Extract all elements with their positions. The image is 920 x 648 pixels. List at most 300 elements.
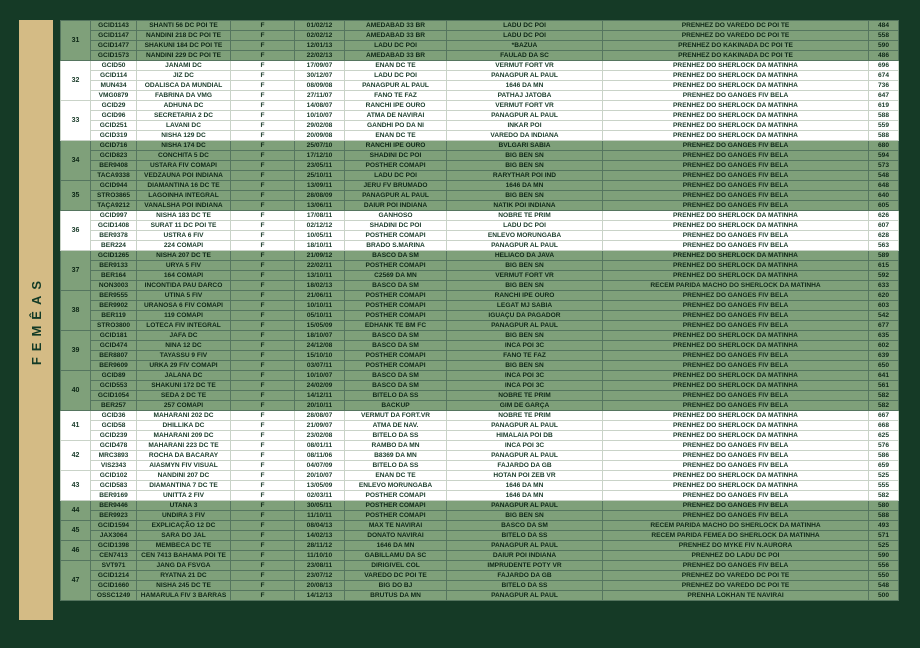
group-36: [61, 211, 899, 251]
status-cell: PRENHEZ DO GANGES FIV BELA: [603, 161, 869, 171]
birth-date-cell: 03/07/11: [295, 361, 345, 371]
group-44: [61, 501, 899, 521]
group-46: [61, 541, 899, 561]
animal-name-cell: MAHARANI 209 DC: [137, 431, 231, 441]
animal-id-cell: BER9446: [91, 501, 137, 511]
table-row: [61, 321, 899, 331]
birth-date-cell: 24/02/09: [295, 381, 345, 391]
animal-id-cell: GCID1573: [91, 51, 137, 61]
sire-cell: POSTHER COMAPI: [345, 501, 447, 511]
animal-name-cell: AIASMYN FIV VISUAL: [137, 461, 231, 471]
animal-id-cell: STRO3865: [91, 191, 137, 201]
animal-id-cell: TAÇA9212: [91, 201, 137, 211]
table-row: [61, 131, 899, 141]
status-cell: PRENHEZ DO GANGES FIV BELA: [603, 501, 869, 511]
weight-cell: 588: [869, 511, 899, 521]
weight-cell: 555: [869, 481, 899, 491]
sex-cell: F: [231, 481, 295, 491]
animal-id-cell: GCID823: [91, 151, 137, 161]
dam-sire-cell: BITELO DA SS: [447, 581, 603, 591]
animal-id-cell: MRC3893: [91, 451, 137, 461]
sex-cell: F: [231, 571, 295, 581]
weight-cell: 680: [869, 141, 899, 151]
status-cell: PRENHEZ DO VAREDO DC POI TE: [603, 31, 869, 41]
sire-cell: EDHANK TE BM FC: [345, 321, 447, 331]
animal-id-cell: GCID50: [91, 61, 137, 71]
table-row: [61, 221, 899, 231]
birth-date-cell: 14/08/07: [295, 101, 345, 111]
birth-date-cell: 24/12/08: [295, 341, 345, 351]
status-cell: PRENHEZ DO SHERLOCK DA MATINHA: [603, 111, 869, 121]
dam-sire-cell: INKAR POI: [447, 121, 603, 131]
birth-date-cell: 21/09/12: [295, 251, 345, 261]
sex-cell: F: [231, 371, 295, 381]
birth-date-cell: 14/12/13: [295, 591, 345, 601]
group-45: [61, 521, 899, 541]
sire-cell: POSTHER COMAPI: [345, 351, 447, 361]
animal-id-cell: MUN434: [91, 81, 137, 91]
status-cell: PRENHEZ DO SHERLOCK DA MATINHA: [603, 71, 869, 81]
birth-date-cell: 23/08/11: [295, 561, 345, 571]
animal-id-cell: BER257: [91, 401, 137, 411]
table-row: [61, 71, 899, 81]
sex-cell: F: [231, 521, 295, 531]
table-row: [61, 451, 899, 461]
weight-cell: 667: [869, 411, 899, 421]
sire-cell: POSTHER COMAPI: [345, 311, 447, 321]
animal-id-cell: VMG0879: [91, 91, 137, 101]
birth-date-cell: 18/02/13: [295, 281, 345, 291]
animal-name-cell: DHILLIKA DC: [137, 421, 231, 431]
birth-date-cell: 08/09/08: [295, 81, 345, 91]
sex-cell: F: [231, 401, 295, 411]
sire-cell: POSTHER COMAPI: [345, 361, 447, 371]
sex-cell: F: [231, 181, 295, 191]
status-cell: PRENHEZ DO SHERLOCK DA MATINHA: [603, 81, 869, 91]
table-row: [61, 101, 899, 111]
weight-cell: 576: [869, 441, 899, 451]
sire-cell: BIG DO BJ: [345, 581, 447, 591]
status-cell: PRENHEZ DO SHERLOCK DA MATINHA: [603, 481, 869, 491]
birth-date-cell: 11/10/10: [295, 551, 345, 561]
sex-cell: F: [231, 491, 295, 501]
dam-sire-cell: PANAGPUR AL PAUL: [447, 591, 603, 601]
animal-name-cell: UNDIRA 3 FIV: [137, 511, 231, 521]
animal-id-cell: OSSC1249: [91, 591, 137, 601]
table-row: [61, 531, 899, 541]
animal-id-cell: BER9133: [91, 261, 137, 271]
animal-id-cell: GCID1398: [91, 541, 137, 551]
sex-cell: F: [231, 461, 295, 471]
dam-sire-cell: VERMUT FORT VR: [447, 271, 603, 281]
status-cell: PRENHEZ DO GANGES FIV BELA: [603, 491, 869, 501]
birth-date-cell: 05/10/11: [295, 311, 345, 321]
birth-date-cell: 28/08/07: [295, 411, 345, 421]
animal-name-cell: ODALISCA DA MUNDIAL: [137, 81, 231, 91]
sex-cell: F: [231, 21, 295, 31]
weight-cell: 525: [869, 541, 899, 551]
group-number: 46: [61, 541, 91, 561]
status-cell: PRENHEZ DO GANGES FIV BELA: [603, 351, 869, 361]
weight-cell: 677: [869, 321, 899, 331]
sex-cell: F: [231, 331, 295, 341]
animal-id-cell: BER9169: [91, 491, 137, 501]
birth-date-cell: 30/12/07: [295, 71, 345, 81]
birth-date-cell: 10/05/11: [295, 231, 345, 241]
animal-name-cell: DIAMANTINA 7 DC TE: [137, 481, 231, 491]
animal-id-cell: BER119: [91, 311, 137, 321]
sire-cell: VAREDO DC POI TE: [345, 571, 447, 581]
animal-id-cell: GCID944: [91, 181, 137, 191]
animal-name-cell: SHANTI 56 DC POI TE: [137, 21, 231, 31]
animal-id-cell: BER9609: [91, 361, 137, 371]
table-row: [61, 171, 899, 181]
table-row: [61, 271, 899, 281]
dam-sire-cell: 1646 DA MN: [447, 181, 603, 191]
sire-cell: GABILLAMU DA SC: [345, 551, 447, 561]
table-row: [61, 411, 899, 421]
section-label-container: [19, 20, 53, 620]
birth-date-cell: 08/01/11: [295, 441, 345, 451]
animal-id-cell: GCID1408: [91, 221, 137, 231]
sire-cell: BRUTUS DA MN: [345, 591, 447, 601]
dam-sire-cell: NATIK POI INDIANA: [447, 201, 603, 211]
table-row: [61, 21, 899, 31]
weight-cell: 605: [869, 201, 899, 211]
weight-cell: 542: [869, 311, 899, 321]
birth-date-cell: 25/10/11: [295, 171, 345, 181]
sex-cell: F: [231, 111, 295, 121]
group-number: 39: [61, 331, 91, 371]
sire-cell: BRADO S.MARINA: [345, 241, 447, 251]
animal-name-cell: NISHA 174 DC: [137, 141, 231, 151]
status-cell: PRENHEZ DO GANGES FIV BELA: [603, 191, 869, 201]
status-cell: PRENHEZ DO GANGES FIV BELA: [603, 241, 869, 251]
group-number: 32: [61, 61, 91, 101]
sex-cell: F: [231, 261, 295, 271]
animal-name-cell: NISHA 245 DC TE: [137, 581, 231, 591]
animal-id-cell: GCID1054: [91, 391, 137, 401]
dam-sire-cell: BIG BEN SN: [447, 151, 603, 161]
table-row: [61, 361, 899, 371]
dam-sire-cell: FAULAD DA SC: [447, 51, 603, 61]
status-cell: PRENHEZ DO MYKE FIV N.AURORA: [603, 541, 869, 551]
sire-cell: LADU DC POI: [345, 71, 447, 81]
sire-cell: LADU DC POI: [345, 41, 447, 51]
weight-cell: 641: [869, 371, 899, 381]
animal-name-cell: MAHARANI 202 DC: [137, 411, 231, 421]
animal-name-cell: INCONTIDA PAU DARCO: [137, 281, 231, 291]
animal-name-cell: USTARA FIV COMAPI: [137, 161, 231, 171]
dam-sire-cell: PANAGPUR AL PAUL: [447, 241, 603, 251]
weight-cell: 639: [869, 351, 899, 361]
animal-name-cell: NANDINI 207 DC: [137, 471, 231, 481]
sex-cell: F: [231, 471, 295, 481]
status-cell: PRENHEZ DO LADU DC POI: [603, 551, 869, 561]
dam-sire-cell: HIMALAIA POI DB: [447, 431, 603, 441]
weight-cell: 647: [869, 91, 899, 101]
weight-cell: 548: [869, 581, 899, 591]
table-row: [61, 231, 899, 241]
animal-id-cell: GCID1214: [91, 571, 137, 581]
sire-cell: BASCO DA SM: [345, 331, 447, 341]
sex-cell: F: [231, 101, 295, 111]
animals-table: [60, 20, 899, 601]
weight-cell: 592: [869, 271, 899, 281]
group-35: [61, 181, 899, 211]
group-38: [61, 291, 899, 331]
sex-cell: F: [231, 161, 295, 171]
animal-name-cell: VEDZAUNA POI INDIANA: [137, 171, 231, 181]
dam-sire-cell: PANAGPUR AL PAUL: [447, 421, 603, 431]
dam-sire-cell: INCA POI 3C: [447, 441, 603, 451]
sex-cell: F: [231, 341, 295, 351]
animal-name-cell: DIAMANTINA 16 DC TE: [137, 181, 231, 191]
animal-id-cell: GCID1660: [91, 581, 137, 591]
status-cell: RECEM PARIDA MACHO DO SHERLOCK DA MATINHA: [603, 521, 869, 531]
section-label: FEMÊAS: [28, 274, 44, 366]
status-cell: PRENHEZ DO GANGES FIV BELA: [603, 401, 869, 411]
animal-id-cell: GCID239: [91, 431, 137, 441]
sex-cell: F: [231, 321, 295, 331]
dam-sire-cell: BIG BEN SN: [447, 191, 603, 201]
animal-name-cell: FABRINA DA VMG: [137, 91, 231, 101]
sex-cell: F: [231, 71, 295, 81]
table-row: [61, 571, 899, 581]
dam-sire-cell: BIG BEN SN: [447, 261, 603, 271]
table-row: [61, 141, 899, 151]
sex-cell: F: [231, 541, 295, 551]
weight-cell: 586: [869, 451, 899, 461]
table-row: [61, 551, 899, 561]
status-cell: PRENHEZ DO GANGES FIV BELA: [603, 511, 869, 521]
sex-cell: F: [231, 171, 295, 181]
table-row: [61, 491, 899, 501]
birth-date-cell: 23/05/11: [295, 161, 345, 171]
animal-id-cell: BER164: [91, 271, 137, 281]
birth-date-cell: 11/10/11: [295, 511, 345, 521]
birth-date-cell: 15/05/09: [295, 321, 345, 331]
sire-cell: ATMA DE NAVIRAI: [345, 111, 447, 121]
sex-cell: F: [231, 451, 295, 461]
animal-id-cell: BER9555: [91, 291, 137, 301]
birth-date-cell: 08/11/06: [295, 451, 345, 461]
status-cell: PRENHEZ DO GANGES FIV BELA: [603, 171, 869, 181]
animal-name-cell: SECRETARIA 2 DC: [137, 111, 231, 121]
sire-cell: POSTHER COMAPI: [345, 161, 447, 171]
birth-date-cell: 23/02/08: [295, 431, 345, 441]
dam-sire-cell: BITELO DA SS: [447, 531, 603, 541]
table-row: [61, 121, 899, 131]
weight-cell: 571: [869, 531, 899, 541]
animal-name-cell: RYATNA 21 DC: [137, 571, 231, 581]
birth-date-cell: 10/10/07: [295, 371, 345, 381]
status-cell: PRENHEZ DO GANGES FIV BELA: [603, 231, 869, 241]
weight-cell: 603: [869, 301, 899, 311]
table-row: [61, 211, 899, 221]
group-40: [61, 371, 899, 411]
animal-id-cell: BER9408: [91, 161, 137, 171]
status-cell: PRENHEZ DO GANGES FIV BELA: [603, 181, 869, 191]
animal-name-cell: 119 COMAPI: [137, 311, 231, 321]
sire-cell: B8369 DA MN: [345, 451, 447, 461]
animal-name-cell: CONCHITA 5 DC: [137, 151, 231, 161]
group-number: 40: [61, 371, 91, 411]
dam-sire-cell: BASCO DA SM: [447, 521, 603, 531]
dam-sire-cell: IMPRUDENTE POTY VR: [447, 561, 603, 571]
weight-cell: 525: [869, 471, 899, 481]
table-row: [61, 581, 899, 591]
weight-cell: 582: [869, 491, 899, 501]
status-cell: PRENHEZ DO GANGES FIV BELA: [603, 451, 869, 461]
table-row: [61, 421, 899, 431]
table-row: [61, 301, 899, 311]
animal-name-cell: SARA DO JAL: [137, 531, 231, 541]
table-row: [61, 521, 899, 531]
sire-cell: ENAN DC TE: [345, 471, 447, 481]
animal-name-cell: MEMBECA DC TE: [137, 541, 231, 551]
sire-cell: BITELO DA SS: [345, 461, 447, 471]
animal-name-cell: UTINA 5 FIV: [137, 291, 231, 301]
dam-sire-cell: RARYTHAR POI IND: [447, 171, 603, 181]
weight-cell: 640: [869, 191, 899, 201]
table-row: [61, 61, 899, 71]
dam-sire-cell: HELIACO DA JAVA: [447, 251, 603, 261]
status-cell: PRENHEZ DO GANGES FIV BELA: [603, 201, 869, 211]
animal-id-cell: GCID474: [91, 341, 137, 351]
sire-cell: POSTHER COMAPI: [345, 301, 447, 311]
animal-name-cell: NANDINI 218 DC POI TE: [137, 31, 231, 41]
sex-cell: F: [231, 191, 295, 201]
dam-sire-cell: LADU DC POI: [447, 221, 603, 231]
status-cell: PRENHEZ DO SHERLOCK DA MATINHA: [603, 101, 869, 111]
status-cell: PRENHEZ DO SHERLOCK DA MATINHA: [603, 261, 869, 271]
group-number: 45: [61, 521, 91, 541]
dam-sire-cell: VERMUT FORT VR: [447, 101, 603, 111]
animal-id-cell: GCID553: [91, 381, 137, 391]
sex-cell: F: [231, 51, 295, 61]
table-row: [61, 311, 899, 321]
animal-name-cell: JAFA DC: [137, 331, 231, 341]
sire-cell: DIRIGIVEL COL: [345, 561, 447, 571]
status-cell: PRENHEZ DO VAREDO DC POI TE: [603, 21, 869, 31]
status-cell: RECEM PARIDA FEMEA DO SHERLOCK DA MATINHA: [603, 531, 869, 541]
status-cell: PRENHEZ DO SHERLOCK DA MATINHA: [603, 121, 869, 131]
dam-sire-cell: GIM DE GARÇA: [447, 401, 603, 411]
animal-id-cell: TACA9338: [91, 171, 137, 181]
group-34: [61, 141, 899, 181]
birth-date-cell: 02/02/12: [295, 31, 345, 41]
sire-cell: BACKUP: [345, 401, 447, 411]
weight-cell: 736: [869, 81, 899, 91]
sire-cell: BASCO DA SM: [345, 371, 447, 381]
side-bar-gap: [53, 20, 60, 620]
animal-name-cell: EXPLICAÇÃO 12 DC: [137, 521, 231, 531]
dam-sire-cell: LEGAT MJ SABIA: [447, 301, 603, 311]
animal-name-cell: JALANA DC: [137, 371, 231, 381]
birth-date-cell: 14/12/11: [295, 391, 345, 401]
sex-cell: F: [231, 231, 295, 241]
animal-id-cell: CEN7413: [91, 551, 137, 561]
dam-sire-cell: ENLEVO MORUNGABA: [447, 231, 603, 241]
status-cell: PRENHEZ DO SHERLOCK DA MATINHA: [603, 211, 869, 221]
birth-date-cell: 13/10/11: [295, 271, 345, 281]
birth-date-cell: 30/05/11: [295, 501, 345, 511]
status-cell: PRENHEZ DO VAREDO DC POI TE: [603, 571, 869, 581]
animal-name-cell: VANALSHA POI INDIANA: [137, 201, 231, 211]
dam-sire-cell: PANAGPUR AL PAUL: [447, 501, 603, 511]
birth-date-cell: 23/07/12: [295, 571, 345, 581]
weight-cell: 580: [869, 501, 899, 511]
group-number: 33: [61, 101, 91, 141]
birth-date-cell: 02/12/12: [295, 221, 345, 231]
sire-cell: AMEDABAD 33 BR: [345, 31, 447, 41]
animal-id-cell: GCID997: [91, 211, 137, 221]
animal-name-cell: LAVANI DC: [137, 121, 231, 131]
sex-cell: F: [231, 131, 295, 141]
sire-cell: BASCO DA SM: [345, 341, 447, 351]
animal-name-cell: NANDINI 229 DC POI TE: [137, 51, 231, 61]
sex-cell: F: [231, 151, 295, 161]
dam-sire-cell: NOBRE TE PRIM: [447, 211, 603, 221]
weight-cell: 582: [869, 401, 899, 411]
status-cell: PRENHEZ DO SHERLOCK DA MATINHA: [603, 371, 869, 381]
group-32: [61, 61, 899, 101]
sire-cell: ATMA DE NAV.: [345, 421, 447, 431]
dam-sire-cell: VAREDO DA INDIANA: [447, 131, 603, 141]
sex-cell: F: [231, 361, 295, 371]
animal-id-cell: GCID89: [91, 371, 137, 381]
dam-sire-cell: RANCHI IPE OURO: [447, 291, 603, 301]
weight-cell: 582: [869, 391, 899, 401]
weight-cell: 619: [869, 101, 899, 111]
animal-name-cell: USTRA 6 FIV: [137, 231, 231, 241]
table-row: [61, 51, 899, 61]
group-number: 34: [61, 141, 91, 181]
dam-sire-cell: DAIUR POI INDIANA: [447, 551, 603, 561]
sex-cell: F: [231, 301, 295, 311]
group-37: [61, 251, 899, 291]
animal-name-cell: ROCHA DA BACARAY: [137, 451, 231, 461]
dam-sire-cell: PANAGPUR AL PAUL: [447, 71, 603, 81]
group-number: 44: [61, 501, 91, 521]
animal-name-cell: NISHA 207 DC TE: [137, 251, 231, 261]
birth-date-cell: 20/10/11: [295, 401, 345, 411]
birth-date-cell: 17/12/10: [295, 151, 345, 161]
birth-date-cell: 18/10/11: [295, 241, 345, 251]
status-cell: PRENHEZ DO GANGES FIV BELA: [603, 561, 869, 571]
group-number: 36: [61, 211, 91, 251]
animal-id-cell: GCID1147: [91, 31, 137, 41]
dam-sire-cell: PATHAJ JATOBA: [447, 91, 603, 101]
sire-cell: POSTHER COMAPI: [345, 231, 447, 241]
birth-date-cell: 21/06/11: [295, 291, 345, 301]
group-number: 31: [61, 21, 91, 61]
dam-sire-cell: BIG BEN SN: [447, 511, 603, 521]
birth-date-cell: 28/08/09: [295, 191, 345, 201]
birth-date-cell: 10/10/11: [295, 301, 345, 311]
animal-name-cell: URANOSA 6 FIV COMAPI: [137, 301, 231, 311]
weight-cell: 625: [869, 431, 899, 441]
status-cell: PRENHEZ DO KAKINADA DC POI TE: [603, 51, 869, 61]
animal-name-cell: 164 COMAPI: [137, 271, 231, 281]
sire-cell: POSTHER COMAPI: [345, 291, 447, 301]
weight-cell: 674: [869, 71, 899, 81]
dam-sire-cell: LADU DC POI: [447, 21, 603, 31]
weight-cell: 500: [869, 591, 899, 601]
dam-sire-cell: *BAZUA: [447, 41, 603, 51]
animal-name-cell: ADHUNA DC: [137, 101, 231, 111]
